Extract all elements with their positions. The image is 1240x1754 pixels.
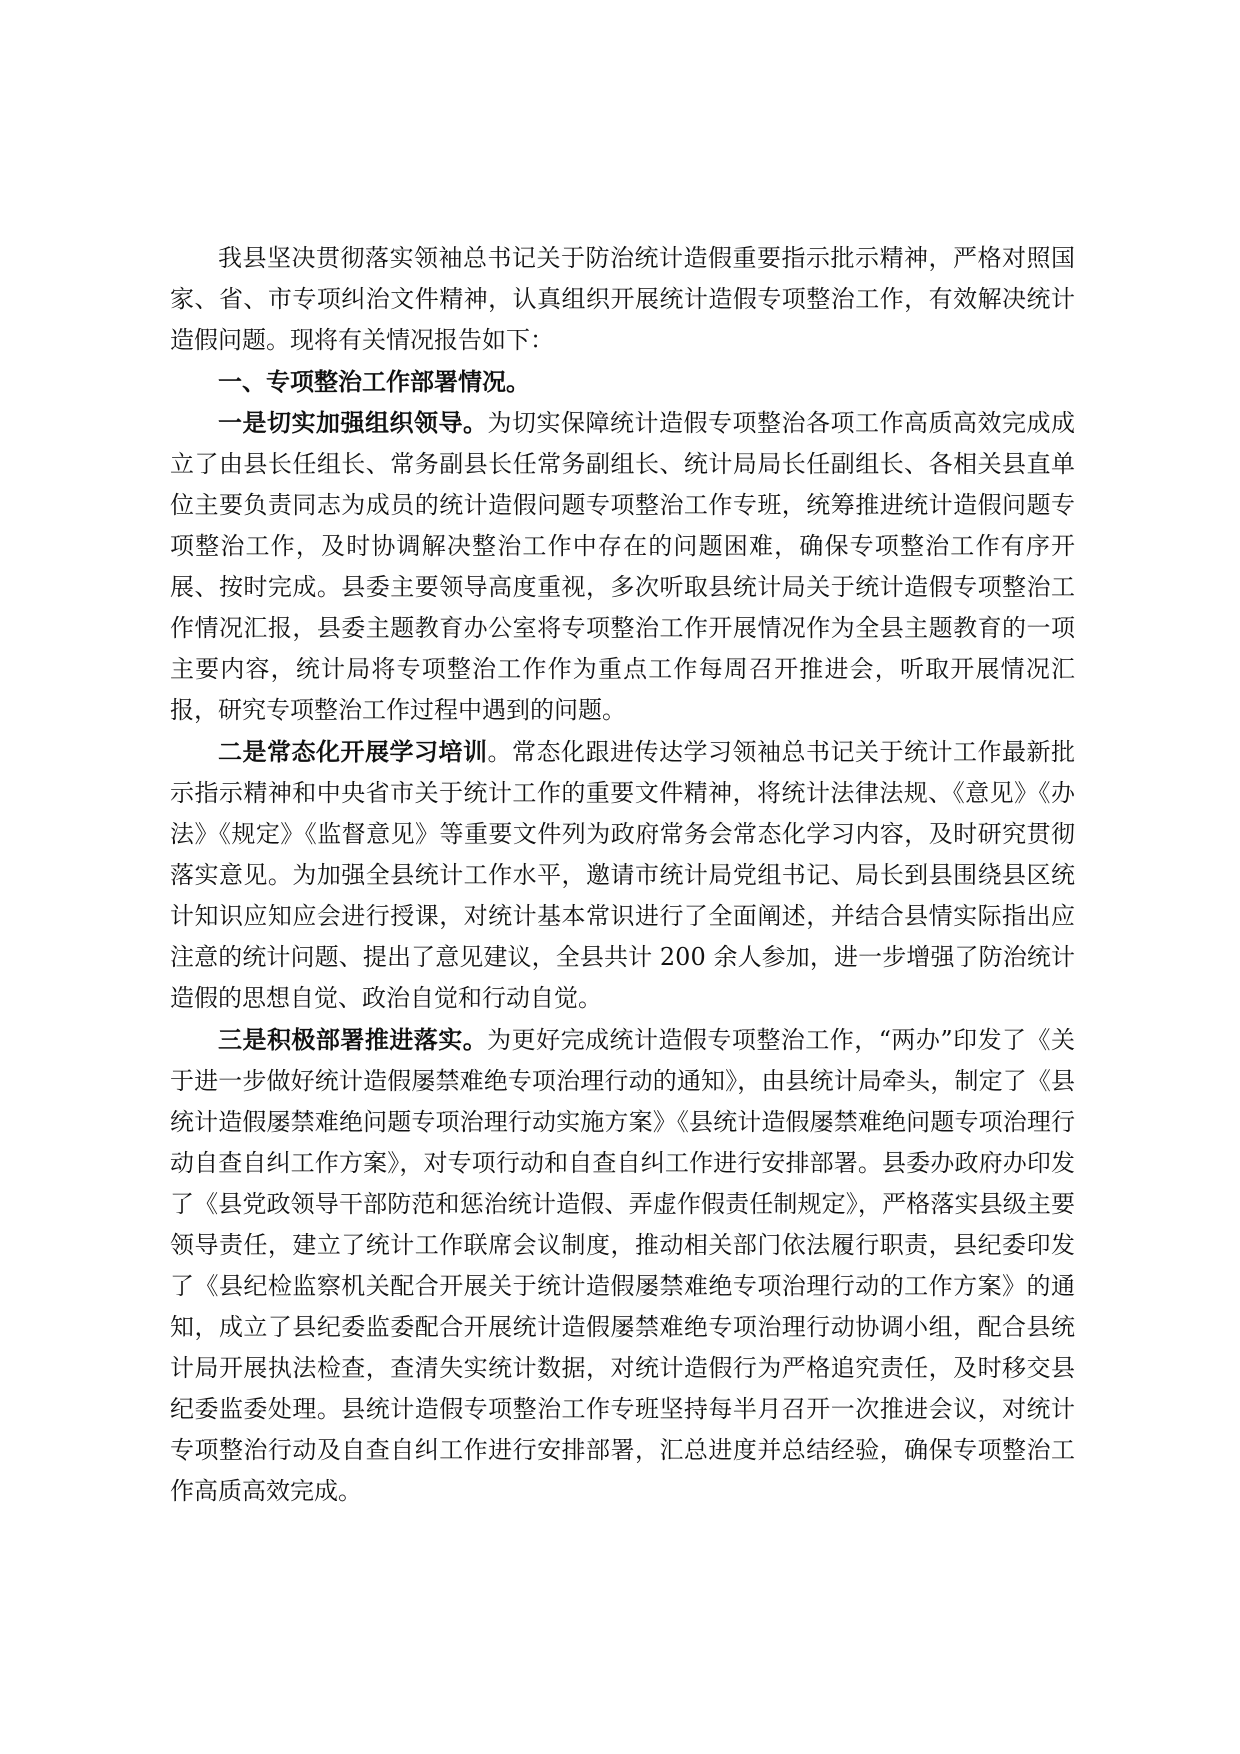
point-paragraph-3 <box>170 1019 1075 1512</box>
point-body-3: 为更好完成统计造假专项整治工作，“两办”印发了《关于进一步做好统计造假屡禁难绝专项治理行动的通知》，由县统计局牵头，制定了《县统计造假屡禁难绝问题专项治理行动实施方案》《县统计造假屡禁难绝问题专项治理行动自查自纠工作方案》，对专项行动和自查自纠工作进行安排部署。县委办政府办印发了《县党政领导干部防范和惩治统计造假、弄虚作假责任制规定》，严格落实县级主要领导责任，建立了统计工作联席会议制度，推动相关部门依法履行职责，县纪委印发了《县纪检监察机关配合开展关于统计造假屡禁难绝专项治理行动的工作方案》的通知，成立了县纪委监委配合开展统计造假屡禁难绝专项治理行动协调小组，配合县统计局开展执法检查，查清失实统计数据，对统计造假行为严格追究责任，及时移交县纪委监委处理。县统计造假专项整治工作专班坚持每半月召开一次推进会议，对统计专项整治行动及自查自纠工作进行安排部署，汇总进度并总结经验，确保专项整治工作高质高效完成。 <box>170 1026 1075 1505</box>
point-paragraph-1 <box>170 402 1075 731</box>
intro-paragraph: 我县坚决贯彻落实领袖总书记关于防治统计造假重要指示批示精神，严格对照国家、省、市专项纠治文件精神，认真组织开展统计造假专项整治工作，有效解决统计造假问题。现将有关情况报告如下： <box>170 244 1075 354</box>
section-heading: 一、专项整治工作部署情况。 <box>218 367 530 396</box>
point-body-2: 。常态化跟进传达学习领袖总书记关于统计工作最新批示指示精神和中央省市关于统计工作的重要文件精神，将统计法律法规、《意见》《办法》《规定》《监督意见》等重要文件列为政府常务会常态化学习内容，及时研究贯彻落实意见。为加强全县统计工作水平，邀请市统计局党组书记、局长到县围绕县区统计知识应知应会进行授课，对统计基本常识进行了全面阐述，并结合县情实际指出应注意的统计问题、提出了意见建议，全县共计 200 余人参加，进一步增强了防治统计造假的思想自觉、政治自觉和行动自觉。 <box>170 738 1075 1012</box>
point-paragraph-2 <box>170 731 1075 1019</box>
point-body-1: 为切实保障统计造假专项整治各项工作高质高效完成成立了由县长任组长、常务副县长任常务副组长、统计局局长任副组长、各相关县直单位主要负责同志为成员的统计造假问题专项整治工作专班，统筹推进统计造假问题专项整治工作，及时协调解决整治工作中存在的问题困难，确保专项整治工作有序开展、按时完成。县委主要领导高度重视，多次听取县统计局关于统计造假专项整治工作情况汇报，县委主题教育办公室将专项整治工作开展情况作为全县主题教育的一项主要内容，统计局将专项整治工作作为重点工作每周召开推进会，听取开展情况汇报，研究专项整治工作过程中遇到的问题。 <box>170 409 1075 724</box>
point-lead-2: 二是常态化开展学习培训 <box>218 737 488 766</box>
point-lead-1: 一是切实加强组织领导。 <box>218 408 488 437</box>
document-page <box>170 238 1075 1512</box>
point-lead-3: 三是积极部署推进落实。 <box>218 1025 488 1054</box>
